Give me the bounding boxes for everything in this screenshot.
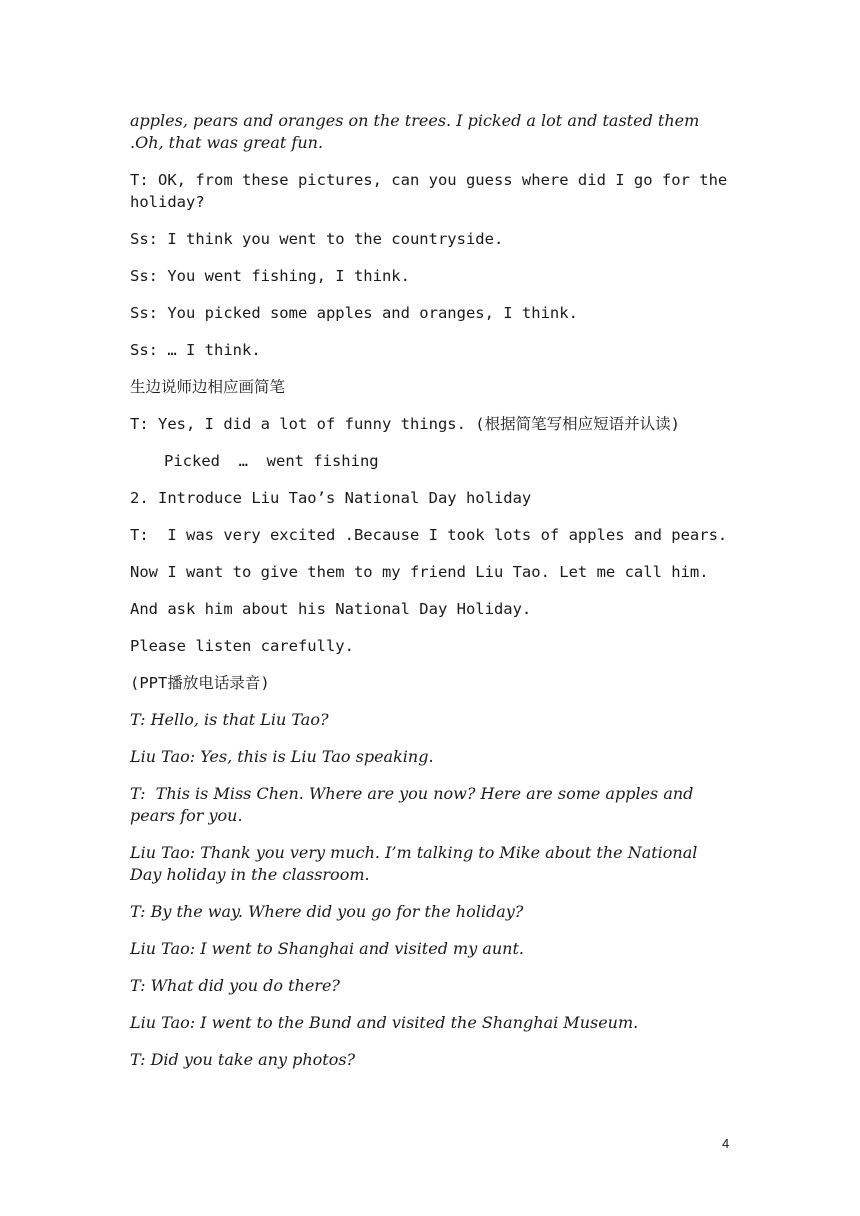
paragraph-7: 生边说师边相应画简笔 <box>130 378 286 396</box>
document-body <box>130 110 737 1086</box>
paragraph-12: Now I want to give them to my friend Liu Tao. Let me call him. <box>130 563 709 581</box>
paragraph-2: T: OK, from these pictures, can you guess where did I go for the holiday? <box>130 171 737 211</box>
paragraph-18: T: This is Miss Chen. Where are you now? Here are some apples and pears for you. <box>130 784 699 825</box>
paragraph-24: T: Did you take any photos? <box>130 1050 356 1069</box>
paragraph-8: T: Yes, I did a lot of funny things. (根据简笔写相应短语并认读) <box>130 415 680 433</box>
paragraph-22: T: What did you do there? <box>130 976 340 995</box>
paragraph-4: Ss: You went fishing, I think. <box>130 267 410 285</box>
paragraph-15: (PPT播放电话录音) <box>130 674 270 692</box>
paragraph-19: Liu Tao: Thank you very much. I’m talking to Mike about the National Day holiday in the classroom. <box>130 843 703 884</box>
paragraph-9: Picked … went fishing <box>164 452 379 470</box>
paragraph-23: Liu Tao: I went to the Bund and visited the Shanghai Museum. <box>130 1013 639 1032</box>
paragraph-1: apples, pears and oranges on the trees. I picked a lot and tasted them .Oh, that was great fun. <box>130 111 705 152</box>
paragraph-17: Liu Tao: Yes, this is Liu Tao speaking. <box>130 747 434 766</box>
paragraph-5: Ss: You picked some apples and oranges, I think. <box>130 304 578 322</box>
paragraph-20: T: By the way. Where did you go for the holiday? <box>130 902 524 921</box>
paragraph-16: T: Hello, is that Liu Tao? <box>130 710 329 729</box>
paragraph-13: And ask him about his National Day Holiday. <box>130 600 532 618</box>
paragraph-21: Liu Tao: I went to Shanghai and visited my aunt. <box>130 939 524 958</box>
paragraph-11: T: I was very excited .Because I took lots of apples and pears. <box>130 526 728 544</box>
paragraph-10: 2. Introduce Liu Tao’s National Day holiday <box>130 489 532 507</box>
paragraph-14: Please listen carefully. <box>130 637 354 655</box>
paragraph-3: Ss: I think you went to the countryside. <box>130 230 504 248</box>
page-number: 4 <box>722 1136 730 1151</box>
paragraph-6: Ss: … I think. <box>130 341 261 359</box>
